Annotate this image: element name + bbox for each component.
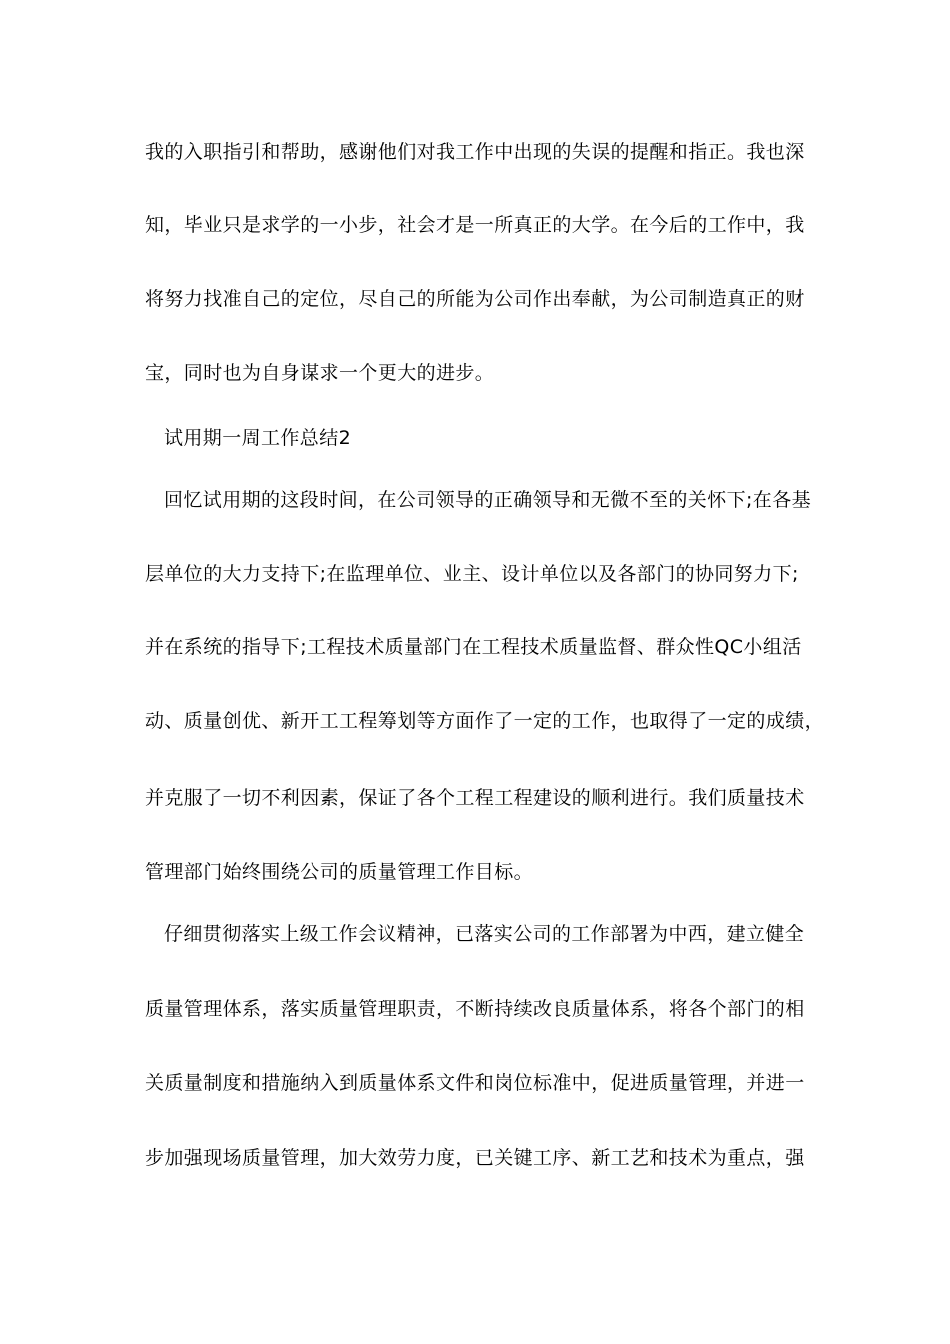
text-line: 知，毕业只是求学的一小步，社会才是一所真正的大学。在今后的工作中，我 [145,214,805,236]
text-line: 我的入职指引和帮助，感谢他们对我工作中出现的失误的提醒和指正。我也深 [145,141,805,163]
text-line: 管理部门始终围绕公司的质量管理工作目标。 [145,861,534,883]
section-heading: 试用期一周工作总结2 [164,427,352,449]
text-line: 仔细贯彻落实上级工作会议精神，已落实公司的工作部署为中西，建立健全 [164,923,805,945]
text-line: 并在系统的指导下;工程技术质量部门在工程技术质量监督、群众性QC小组活 [145,636,802,658]
text-line: 并克服了一切不利因素，保证了各个工程工程建设的顺利进行。我们质量技术 [145,787,805,809]
text-line: 动、质量创优、新开工工程筹划等方面作了一定的工作，也取得了一定的成绩， [145,710,825,732]
text-line: 步加强现场质量管理，加大效劳力度，已关键工序、新工艺和技术为重点，强 [145,1147,805,1169]
text-line: 回忆试用期的这段时间，在公司领导的正确领导和无微不至的关怀下;在各基 [164,489,812,511]
text-line: 质量管理体系，落实质量管理职责，不断持续改良质量体系，将各个部门的相 [145,998,805,1020]
text-line: 将努力找准自己的定位，尽自己的所能为公司作出奉献，为公司制造真正的财 [145,288,805,310]
text-line: 宝，同时也为自身谋求一个更大的进步。 [145,362,495,384]
text-line: 关质量制度和措施纳入到质量体系文件和岗位标准中，促进质量管理，并进一 [145,1072,805,1094]
text-line: 层单位的大力支持下;在监理单位、业主、设计单位以及各部门的协同努力下; [145,563,799,585]
